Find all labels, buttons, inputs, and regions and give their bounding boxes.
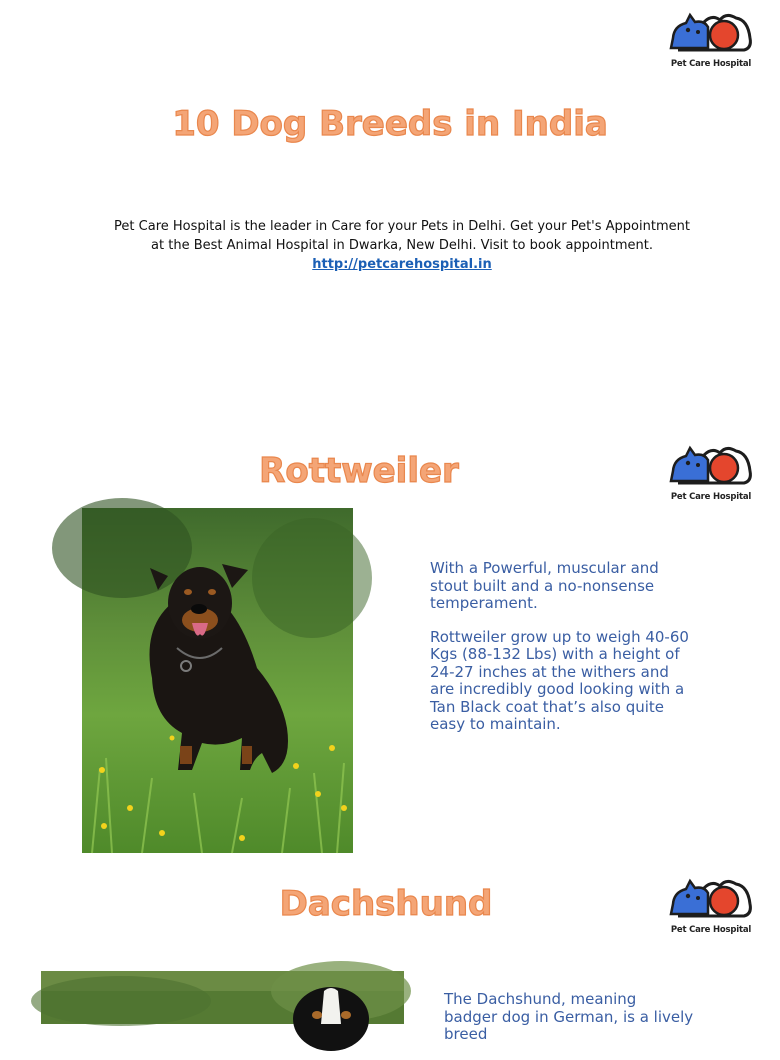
logo-text: Pet Care Hospital xyxy=(670,492,752,502)
rottweiler-paragraph-2: Rottweiler grow up to weigh 40-60 Kgs (88-132 Lbs) with a height of 24-27 inches at the withers and are incredibly good looking with a Tan Black coat that’s also quite easy to maintain. xyxy=(430,627,689,733)
dachshund-photo xyxy=(41,971,404,1024)
breed-heading-rottweiler: Rottweiler xyxy=(259,451,459,491)
rottweiler-paragraph-1: With a Powerful, muscular and stout built and a no-nonsense temperament. xyxy=(430,559,659,612)
rottweiler-photo xyxy=(82,508,353,853)
dachshund-description xyxy=(444,991,694,1060)
breed-heading-dachshund: Dachshund xyxy=(279,884,493,924)
pet-care-hospital-logo xyxy=(668,10,754,76)
intro-line-2: at the Best Animal Hospital in Dwarka, New Delhi. Visit to book appointment. xyxy=(151,238,653,253)
logo-text: Pet Care Hospital xyxy=(670,59,752,69)
website-link[interactable]: http://petcarehospital.in xyxy=(312,257,492,272)
rottweiler-description xyxy=(430,560,692,750)
page-title: 10 Dog Breeds in India xyxy=(172,104,608,144)
intro-line-1: Pet Care Hospital is the leader in Care for your Pets in Delhi. Get your Pet's Appointment xyxy=(114,219,690,234)
dachshund-paragraph-1: The Dachshund, meaning badger dog in German, is a lively breed xyxy=(444,990,694,1043)
paw-heart-icon xyxy=(668,10,754,58)
intro-text xyxy=(96,217,708,274)
logo-text: Pet Care Hospital xyxy=(670,925,752,935)
